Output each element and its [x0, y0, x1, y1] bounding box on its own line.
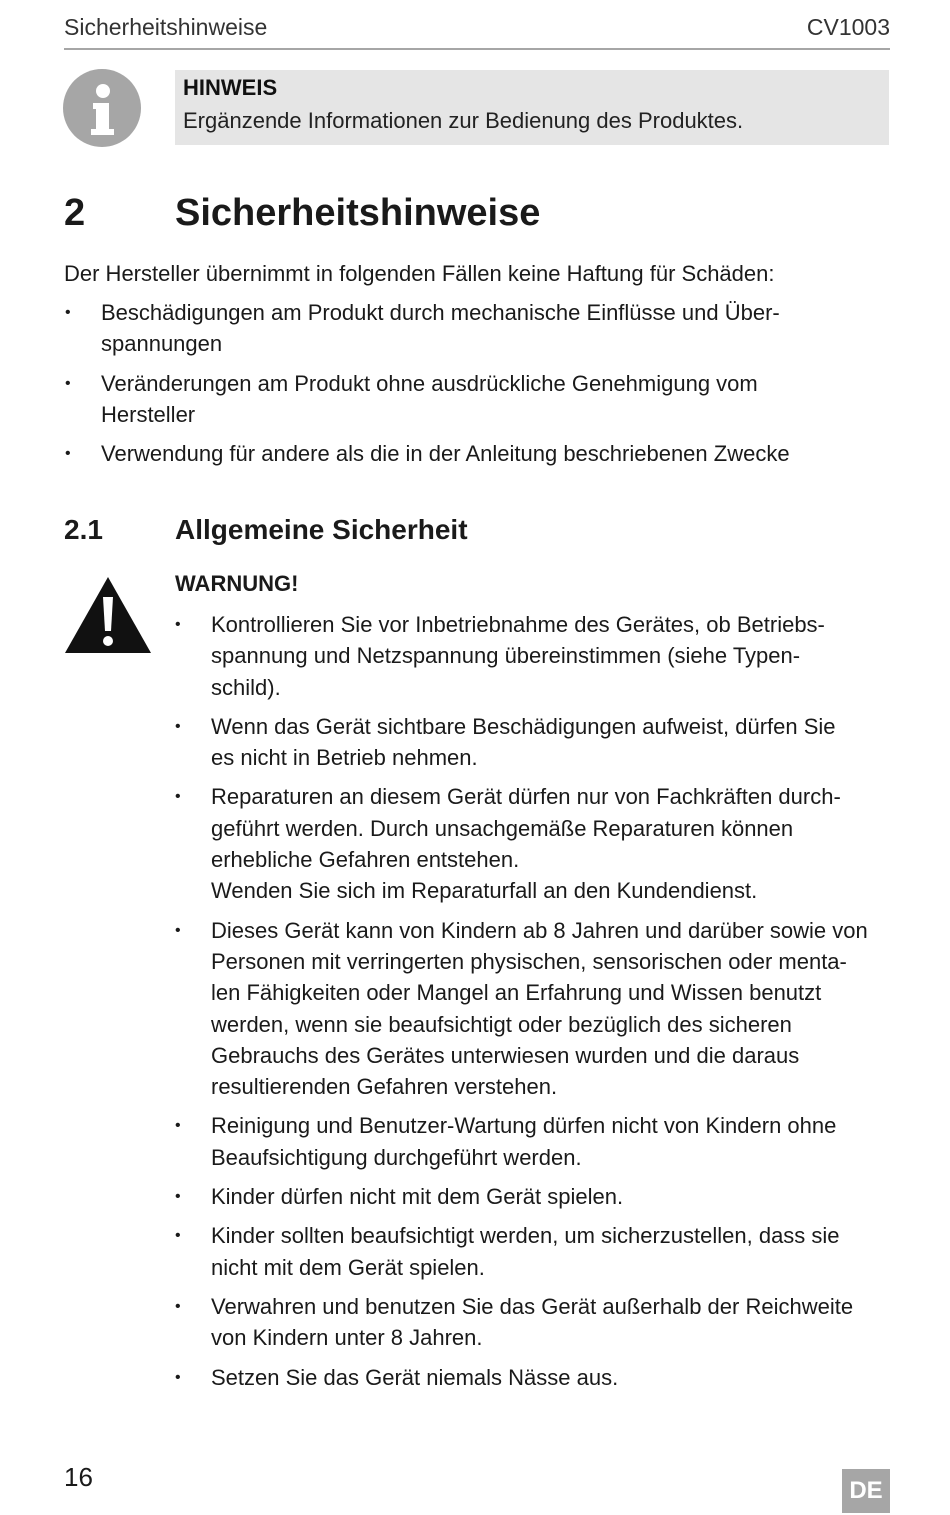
section-intro: Der Hersteller übernimmt in folgenden Fällen keine Haftung für Schäden:: [64, 261, 775, 286]
subsection-title: Allgemeine Sicherheit: [175, 514, 468, 545]
info-icon: [63, 69, 141, 147]
list-item: • Wenn das Gerät sichtbare Beschädigungen aufweist, dürfen Sie es nicht in Betrieb nehmen.: [211, 711, 891, 774]
list-item: • Verwahren und benutzen Sie das Gerät außerhalb der Reichweite von Kindern unter 8 Jahren.: [211, 1291, 891, 1354]
list-item: • Veränderungen am Produkt ohne ausdrückliche Genehmigung vom Hersteller: [101, 368, 861, 431]
notice-title: HINWEIS: [183, 75, 278, 100]
notice-box: [175, 70, 889, 145]
list-item: • Reparaturen an diesem Gerät dürfen nur von Fachkräften durch- geführt werden. Durch unsachgemäße Reparaturen können erhebliche Gefahren entstehen. Wenden Sie sich im Reparaturfall an den Kundendienst.: [211, 781, 891, 906]
warning-triangle-icon: [63, 575, 153, 660]
list-item: • Beschädigungen am Produkt durch mechanische Einflüsse und Über- spannungen: [101, 297, 861, 360]
page-header: [64, 12, 890, 50]
liability-list: [101, 297, 861, 477]
notice-text: Ergänzende Informationen zur Bedienung des Produktes.: [183, 108, 744, 133]
safety-warning-list: [211, 609, 891, 1401]
section-title: Sicherheitshinweise: [175, 192, 541, 234]
page-number: 16: [64, 1462, 93, 1492]
subsection-number: 2.1: [64, 514, 103, 545]
header-model-number: CV1003: [806, 14, 890, 40]
list-item: • Reinigung und Benutzer-Wartung dürfen nicht von Kindern ohne Beaufsichtigung durchgeführt werden.: [211, 1110, 891, 1173]
list-item: • Kinder dürfen nicht mit dem Gerät spielen.: [211, 1181, 891, 1212]
list-item: • Kontrollieren Sie vor Inbetriebnahme des Gerätes, ob Betriebs- spannung und Netzspannung übereinstimmen (siehe Typen- schild).: [211, 609, 891, 703]
list-item: • Setzen Sie das Gerät niemals Nässe aus.: [211, 1362, 891, 1393]
list-item: • Dieses Gerät kann von Kindern ab 8 Jahren und darüber sowie von Personen mit verringerten physischen, sensorischen oder menta- len Fähigkeiten oder Mangel an Erfahrung und Wissen benutzt werden, wenn sie beaufsichtigt oder bezüglich des sicheren Gebrauchs des Gerätes unterwiesen wurden und die daraus resultierenden Gefahren verstehen.: [211, 915, 891, 1103]
list-item: • Verwendung für andere als die in der Anleitung beschriebenen Zwecke: [101, 438, 861, 469]
section-number: 2: [64, 192, 86, 234]
header-section-title: Sicherheitshinweise: [64, 14, 268, 40]
list-item: • Kinder sollten beaufsichtigt werden, um sicherzustellen, dass sie nicht mit dem Gerät spielen.: [211, 1220, 891, 1283]
language-badge: DE: [842, 1469, 890, 1513]
warning-title: WARNUNG!: [175, 571, 299, 596]
